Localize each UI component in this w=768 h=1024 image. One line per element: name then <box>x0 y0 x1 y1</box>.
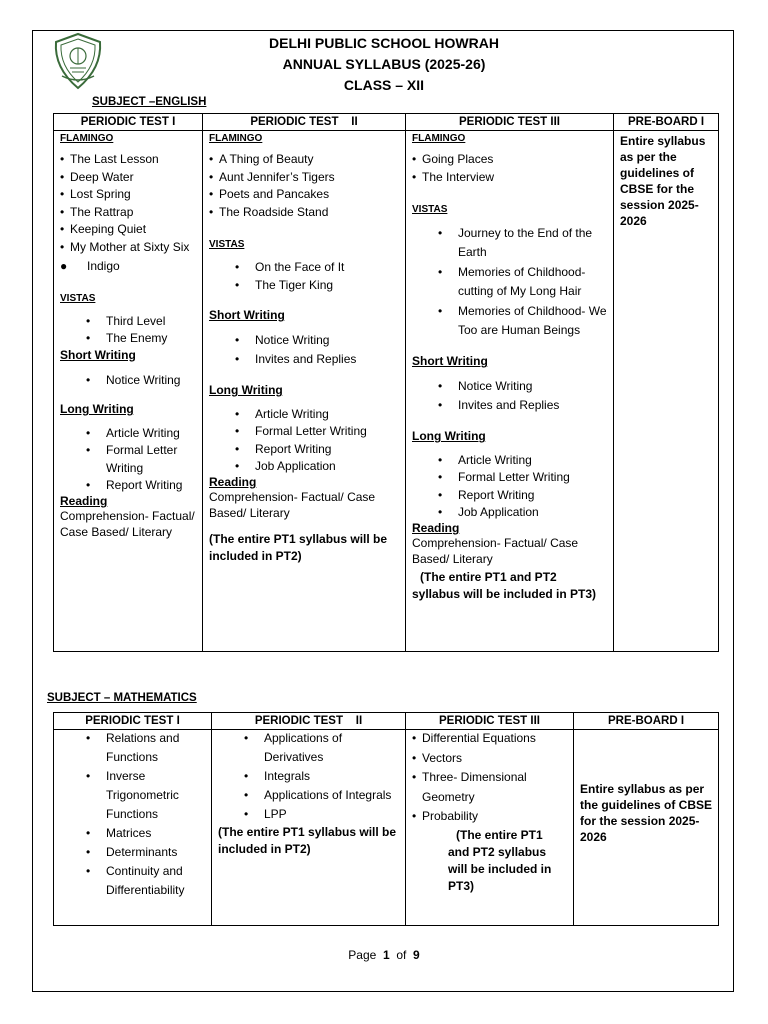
reading-text: Comprehension- Factual/ Case Based/ Literary <box>209 490 376 521</box>
list-item: • Notice Writing <box>60 372 196 389</box>
list-item: • Report Writing <box>60 477 196 494</box>
list-item: • My Mother at Sixty Six <box>60 239 196 257</box>
long-writing-list <box>209 406 399 475</box>
english-pt2-cell <box>203 131 406 652</box>
list-item: • The Enemy <box>60 330 196 347</box>
page-footer <box>0 948 768 962</box>
maths-subject-title: SUBJECT – MATHEMATICS <box>47 692 197 704</box>
school-name: DELHI PUBLIC SCHOOL HOWRAH <box>269 35 499 51</box>
list-item: • Differential Equations <box>412 729 567 749</box>
short-writing-list <box>412 377 607 415</box>
list-item: • Memories of Childhood- cutting of My Long Hair <box>412 263 607 301</box>
list-item: • Determinants <box>60 843 205 862</box>
list-item: • Deep Water <box>60 169 196 187</box>
reading-text: Comprehension- Factual/ Case Based/ Literary <box>60 509 195 540</box>
long-writing-heading: Long Writing <box>209 382 283 397</box>
list-item: • Formal Letter Writing <box>209 423 399 440</box>
class-title: CLASS – XII <box>343 77 425 93</box>
english-subject-title: SUBJECT –ENGLISH <box>92 96 207 108</box>
flamingo-list <box>412 151 607 186</box>
column-header: PERIODIC TEST I <box>54 114 203 131</box>
table-header-row <box>54 713 719 730</box>
list-item: • Notice Writing <box>412 377 607 396</box>
list-item: • On the Face of It <box>209 259 399 276</box>
page-label: Page <box>348 948 377 962</box>
list-item: • Invites and Replies <box>209 350 399 369</box>
reading-text: Comprehension- Factual/ Case Based/ Literary <box>412 536 579 567</box>
long-writing-list <box>412 452 607 521</box>
list-item: • Lost Spring <box>60 186 196 204</box>
column-header: PERIODIC TEST II <box>212 713 406 730</box>
list-item: • Job Application <box>412 504 607 521</box>
list-item: • Continuity and Differentiability <box>60 862 205 900</box>
english-pt1-cell <box>54 131 203 652</box>
list-item: • The Last Lesson <box>60 151 196 169</box>
vistas-heading: VISTAS <box>209 239 245 251</box>
maths-pt2-note: (The entire PT1 syllabus will be included in PT2) <box>218 825 397 856</box>
maths-pt2-list <box>218 729 399 824</box>
list-item: • Inverse Trigonometric Functions <box>60 767 205 824</box>
indigo-label: Indigo <box>87 258 120 273</box>
list-item: • A Thing of Beauty <box>209 151 399 169</box>
list-item: • Keeping Quiet <box>60 221 196 239</box>
short-writing-list <box>60 372 196 389</box>
preboard-text: Entire syllabus as per the guidelines of CBSE for the session 2025-2026 <box>580 781 713 844</box>
english-syllabus-table <box>53 113 719 652</box>
list-item: • The Roadside Stand <box>209 204 399 222</box>
maths-pt1-list <box>60 729 205 900</box>
maths-pt3-cell <box>406 730 574 926</box>
list-item: • Formal Letter Writing <box>60 442 196 477</box>
short-writing-heading: Short Writing <box>412 354 488 369</box>
list-item: • Article Writing <box>412 452 607 469</box>
vistas-list <box>209 259 399 294</box>
column-header: PERIODIC TEST III <box>406 114 614 131</box>
short-writing-heading: Short Writing <box>60 347 136 362</box>
maths-syllabus-table <box>53 712 719 926</box>
list-item: • Three- Dimensional Geometry <box>412 768 567 807</box>
list-item: • Job Application <box>209 458 399 475</box>
list-item: • Memories of Childhood- We Too are Human Beings <box>412 302 607 340</box>
page-total: 9 <box>413 948 420 962</box>
english-preboard-cell <box>614 131 719 652</box>
maths-pt1-cell <box>54 730 212 926</box>
flamingo-list <box>60 151 196 257</box>
maths-pt2-cell <box>212 730 406 926</box>
list-item: • The Rattrap <box>60 204 196 222</box>
column-header: PRE-BOARD I <box>574 713 719 730</box>
pt2-note: (The entire PT1 syllabus will be included in PT2) <box>209 532 388 564</box>
list-item: • Applications of Integrals <box>218 786 399 805</box>
preboard-text: Entire syllabus as per the guidelines of CBSE for the session 2025-2026 <box>620 134 706 228</box>
list-item: • Relations and Functions <box>60 729 205 767</box>
list-item: • Report Writing <box>209 441 399 458</box>
list-item: • The Tiger King <box>209 277 399 294</box>
reading-heading: Reading <box>412 521 460 536</box>
flamingo-heading: FLAMINGO <box>60 133 114 144</box>
flamingo-heading: FLAMINGO <box>209 133 263 144</box>
vistas-list <box>60 313 196 348</box>
list-item: • Probability <box>412 807 567 827</box>
list-item: • LPP <box>218 805 399 824</box>
list-item: • Matrices <box>60 824 205 843</box>
english-pt3-cell <box>406 131 614 652</box>
list-item: • Notice Writing <box>209 331 399 350</box>
syllabus-title: ANNUAL SYLLABUS (2025-26) <box>282 56 486 72</box>
maths-preboard-cell <box>574 730 719 926</box>
list-item: • Invites and Replies <box>412 396 607 415</box>
long-writing-heading: Long Writing <box>60 402 134 417</box>
bullet-icon: ● <box>60 258 68 273</box>
list-item: • Article Writing <box>60 425 196 442</box>
of-label: of <box>396 948 407 962</box>
maths-pt3-list <box>412 729 567 827</box>
flamingo-list <box>209 151 399 221</box>
column-header: PERIODIC TEST I <box>54 713 212 730</box>
column-header: PERIODIC TEST III <box>406 713 574 730</box>
table-row <box>54 131 719 652</box>
maths-pt3-note: (The entire PT1 and PT2 syllabus will be included in PT3) <box>448 827 552 893</box>
table-header-row <box>54 114 719 131</box>
page-number: 1 <box>382 948 390 962</box>
long-writing-heading: Long Writing <box>412 429 486 444</box>
short-writing-heading: Short Writing <box>209 307 285 322</box>
table-row <box>54 730 719 926</box>
list-item: • Article Writing <box>209 406 399 423</box>
list-item: • Poets and Pancakes <box>209 186 399 204</box>
column-header: PERIODIC TEST II <box>203 114 406 131</box>
long-writing-list <box>60 425 196 494</box>
list-item: • Report Writing <box>412 487 607 504</box>
reading-heading: Reading <box>209 475 257 490</box>
vistas-heading: VISTAS <box>412 204 448 216</box>
reading-heading: Reading <box>60 494 108 509</box>
list-item: • The Interview <box>412 169 607 187</box>
list-item: • Vectors <box>412 749 567 769</box>
vistas-heading: VISTAS <box>60 293 96 305</box>
list-item: • Formal Letter Writing <box>412 469 607 486</box>
list-item: • Journey to the End of the Earth <box>412 224 607 262</box>
list-item: • Going Places <box>412 151 607 169</box>
list-item: • Third Level <box>60 313 196 330</box>
list-item: • Applications of Derivatives <box>218 729 399 767</box>
column-header: PRE-BOARD I <box>614 114 719 131</box>
vistas-list <box>412 224 607 340</box>
flamingo-heading: FLAMINGO <box>412 133 466 144</box>
short-writing-list <box>209 331 399 369</box>
list-item <box>60 258 196 276</box>
list-item: • Integrals <box>218 767 399 786</box>
list-item: • Aunt Jennifer’s Tigers <box>209 169 399 187</box>
pt3-note: (The entire PT1 and PT2 syllabus will be included in PT3) <box>412 570 597 602</box>
